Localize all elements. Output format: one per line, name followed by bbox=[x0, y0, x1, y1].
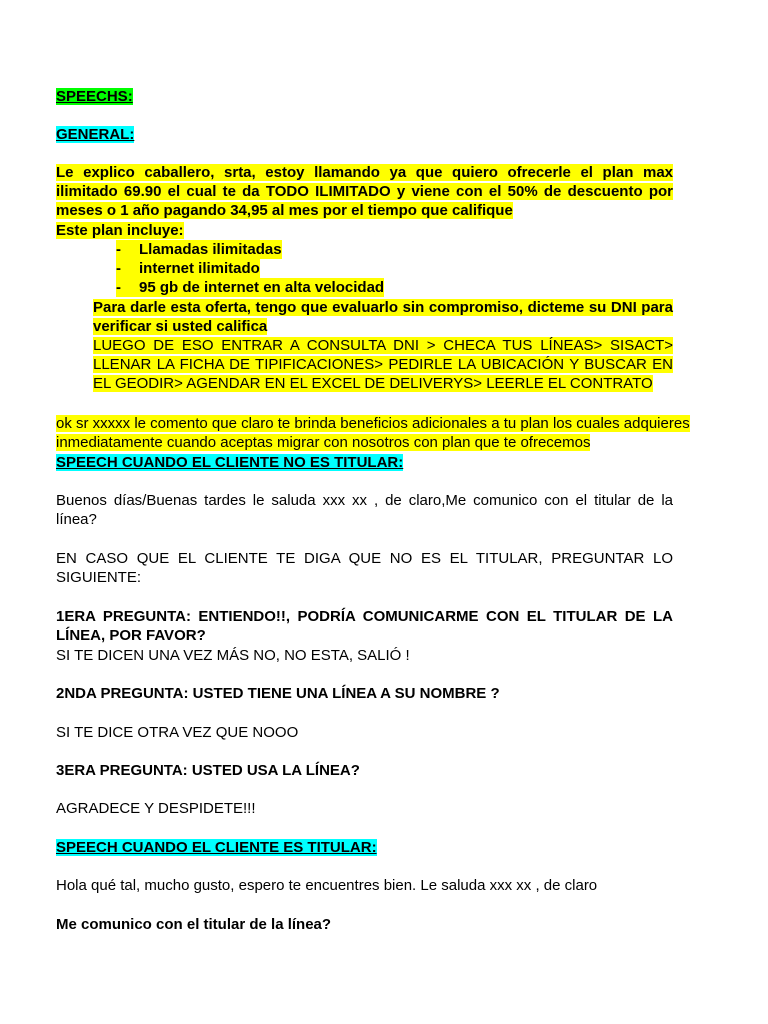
question-titular: Me comunico con el titular de la línea? bbox=[56, 916, 332, 933]
answer-2: SI TE DICE OTRA VEZ QUE NOOO bbox=[56, 724, 299, 741]
intro-paragraph bbox=[56, 163, 673, 221]
benefits-paragraph-text: ok sr xxxxx le comento que claro te brinda beneficios adicionales a tu plan los cuales adquieres inmediatamente cuando aceptas migrar con nosotros con plan que te ofrecemos bbox=[56, 415, 690, 452]
bullet-item bbox=[116, 259, 260, 278]
process-paragraph-text: LUEGO DE ESO ENTRAR A CONSULTA DNI > CHECA TUS LÍNEAS> SISACT> LLENAR LA FICHA DE TIPIFICACIONES> PEDIRLE LA UBICACIÓN Y BUSCAR EN EL GEODIR> AGENDAR EN EL EXCEL DE DELIVERYS> LEERLE EL CONTRATO bbox=[93, 337, 673, 393]
bullet-marker: - bbox=[116, 279, 121, 296]
offer-paragraph-text: Para darle esta oferta, tengo que evaluarlo sin compromiso, dicteme su DNI para verificar si usted califica bbox=[93, 299, 673, 336]
offer-paragraph bbox=[93, 298, 673, 336]
speechs-heading-line bbox=[56, 87, 673, 106]
plan-includes-label: Este plan incluye: bbox=[56, 222, 184, 239]
bullet-item bbox=[116, 240, 282, 259]
general-heading: GENERAL: bbox=[56, 126, 135, 143]
question-1: 1ERA PREGUNTA: ENTIENDO!!, PODRÍA COMUNICARME CON EL TITULAR DE LA LÍNEA, POR FAVOR? bbox=[56, 608, 673, 645]
bullet-marker: - bbox=[116, 260, 121, 277]
answer-3: AGRADECE Y DESPIDETE!!! bbox=[56, 800, 256, 817]
greeting-not-titular: Buenos días/Buenas tardes le saluda xxx xx , de claro,Me comunico con el titular de la línea? bbox=[56, 492, 673, 529]
plan-includes-line bbox=[56, 221, 673, 240]
answer-1: SI TE DICEN UNA VEZ MÁS NO, NO ESTA, SALIÓ ! bbox=[56, 647, 410, 664]
general-heading-line bbox=[56, 125, 673, 144]
greeting-titular: Hola qué tal, mucho gusto, espero te encuentres bien. Le saluda xxx xx , de claro bbox=[56, 877, 598, 894]
speechs-heading: SPEECHS: bbox=[56, 88, 133, 105]
question-3: 3ERA PREGUNTA: USTED USA LA LÍNEA? bbox=[56, 762, 360, 779]
question-2: 2NDA PREGUNTA: USTED TIENE UNA LÍNEA A SU NOMBRE ? bbox=[56, 685, 500, 702]
titular-heading-line bbox=[56, 838, 673, 857]
bullet-marker: - bbox=[116, 241, 121, 258]
benefits-paragraph bbox=[56, 414, 713, 452]
bullet-text: internet ilimitado bbox=[139, 260, 260, 277]
not-titular-heading: SPEECH CUANDO EL CLIENTE NO ES TITULAR: bbox=[56, 454, 404, 471]
not-titular-heading-line bbox=[56, 453, 673, 472]
process-paragraph bbox=[93, 336, 673, 394]
intro-paragraph-text: Le explico caballero, srta, estoy llamando ya que quiero ofrecerle el plan max ilimitado 69.90 el cual te da TODO ILIMITADO y viene con el 50% de descuento por meses o 1 año pagando 34,95 al mes por el tiempo que califique bbox=[56, 164, 673, 220]
bullet-text: Llamadas ilimitadas bbox=[139, 241, 282, 258]
titular-heading: SPEECH CUANDO EL CLIENTE ES TITULAR: bbox=[56, 839, 377, 856]
case-not-titular: EN CASO QUE EL CLIENTE TE DIGA QUE NO ES EL TITULAR, PREGUNTAR LO SIGUIENTE: bbox=[56, 550, 673, 587]
bullet-text: 95 gb de internet en alta velocidad bbox=[139, 279, 385, 296]
bullet-item bbox=[116, 278, 384, 297]
